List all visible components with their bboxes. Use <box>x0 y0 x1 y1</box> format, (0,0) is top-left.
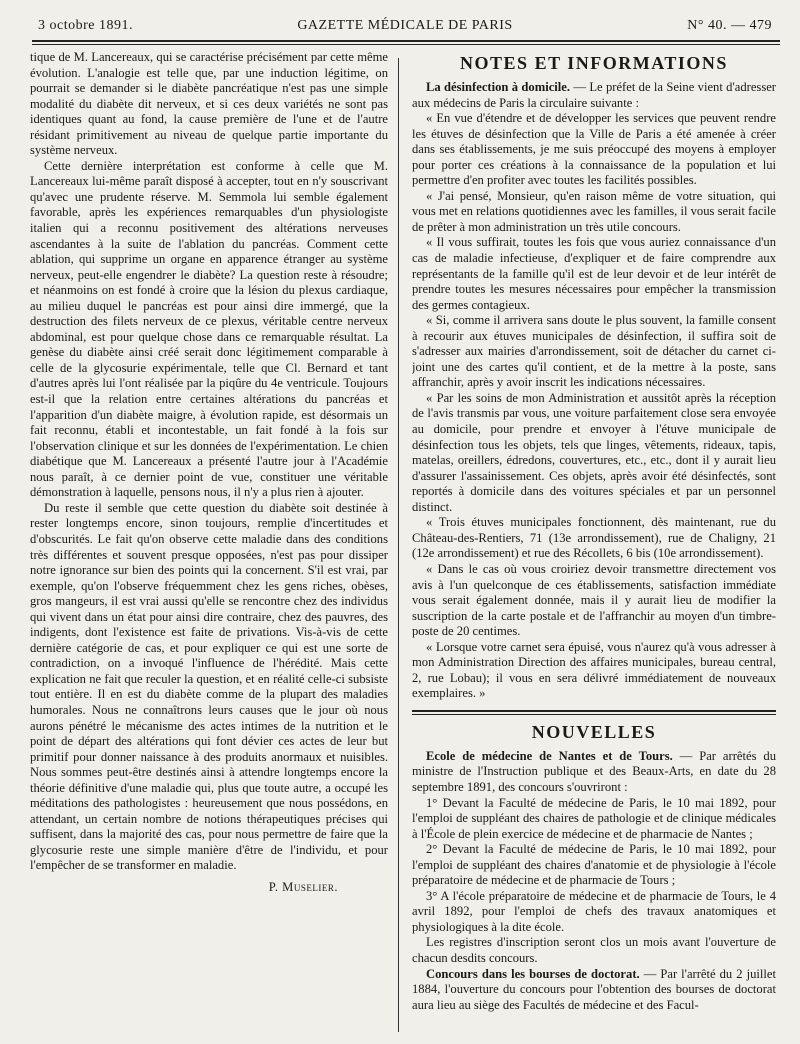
notes-heading: NOTES ET INFORMATIONS <box>460 53 728 73</box>
journal-title: GAZETTE MÉDICALE DE PARIS <box>297 18 513 33</box>
nouvelles-item: Les registres d'inscription seront clos un mois avant l'ouverture de chacun desdits concours. <box>412 935 776 965</box>
nouvelles-item: 2° Devant la Faculté de médecine de Paris, le 10 mai 1892, pour l'emploi de suppléant des chaires d'anatomie et de physiologie à l'école préparatoire de médecine et de pharmacie de Tours ; <box>412 842 776 888</box>
notes-paragraph: « J'ai pensé, Monsieur, qu'en raison même de votre situation, qui vous met en relations quotidiennes avec les familles, il vous serait facile de prêter à mon administration un très utile concours. <box>412 188 776 234</box>
issue-date: 3 octobre 1891. <box>38 18 133 33</box>
left-column <box>30 50 388 1038</box>
nouvelles-lead-2 <box>412 967 776 1014</box>
notes-paragraph: « Si, comme il arrivera sans doute le plus souvent, la famille consent à recourir aux étuves municipales de désinfection, il suffira soit de s'adresser aux mairies d'arrondissement, soit de détacher du carnet ci-joint une des cartes qu'il contient, et de la mettre à la poste, sans affranchir, après y avoir inscrit les indications nécessaires. <box>412 313 776 390</box>
notes-paragraph: « Par les soins de mon Administration et aussitôt après la réception de l'avis transmis par vous, une voiture parfaitement close sera envoyée au domicile, pour prendre et envoyer à l'étuve municipale de désinfection tous les objets, tels que linges, vêtements, rideaux, tapis, matelas, oreillers, édredons, couvertures, etc., etc., dont il y aurait lieu d'assurer l'assainissement. Ces objets, après avoir été désinfectés, sont reportés à domicile dans des voitures spéciales et par un personnel distinct. <box>412 390 776 514</box>
article-paragraph: Du reste il semble que cette question du diabète soit destinée à rester longtemps encore, sinon toujours, remplie d'incertitudes et d'obscurités. Le fait qu'on observe cette maladie dans des conditions très différentes et souvent presque opposées, n'est pas pour dissiper notre ignorance sur bien des points qui la concernent. S'il est vrai, par exemple, qu'on l'observe fréquemment chez les gens riches, obèses, gros mangeurs, il est vrai aussi qu'elle se rencontre chez des individus qui vivent dans un état pour ainsi dire contraire, chez des pauvres, des indigents, dont l'existence est faite de privations. Vis-à-vis de cette dernière catégorie de cas, et pour expliquer ce qui est une sorte de contradiction, on a invoqué l'influence de l'hérédité. Mais cette explication ne fait que reculer la question, et en réalité celle-ci subsiste tout entière. Il en est du diabète comme de la plupart des maladies humorales. Nous ne connaîtrons leurs causes que le jour où nous aurons pénétré le mécanisme des actes intimes de la nutrition et le point de départ des altérations qui font dévier ces actes de leur but primitif pour donner naissance à des produits anormaux et nuisibles. Nous sommes peut-être destinés ainsi à attendre longtemps encore la théorie définitive d'une maladie qui, plus que toute autre, a occupé les méditations des pathologistes : heureusement que nous possédons, en attendant, un certain nombre de notions thérapeutiques précises qui suffisent, dans la majorité des cas, pour nous permettre de faire que la glycosurie reste une simple manière d'être de l'individu, et pour l'empêcher de se transformer en maladie. <box>30 500 388 873</box>
notes-lead <box>412 80 776 111</box>
nouvelles-lead2-label: Concours dans les bourses de doctorat. <box>426 966 640 981</box>
notes-paragraph: « Lorsque votre carnet sera épuisé, vous n'aurez qu'à vous adresser à mon Administration Direction des affaires municipales, bureau central, 2, rue Lobau); il vous en sera délivré immédiatement de nouveaux exemplaires. » <box>412 639 776 701</box>
nouvelles-lead <box>412 749 776 796</box>
article-paragraph: tique de M. Lancereaux, qui se caractérise précisément par cette même évolution. L'analogie est telle que, par une induction légitime, on pourrait se demander si le diabète pancréatique n'est pas une simple modalité du diabète dit nerveux, et si ces deux variétés ne sont pas identiques quant au fond, la cause première de l'une et de l'autre résidant primitivement au niveau de quelque partie importante du système nerveux. <box>30 50 388 158</box>
author-signature: P. Muselier. <box>268 879 338 894</box>
column-divider <box>398 58 399 1032</box>
notes-lead-text: — Le préfet de la Seine vient d'adresser aux médecins de Paris la circulaire suivante : <box>412 80 776 110</box>
nouvelles-item: 3° A l'école préparatoire de médecine et de pharmacie de Tours, le 4 avril 1892, pour l'emploi de chefs des travaux anatomiques et physiologiques à la dite école. <box>412 888 776 934</box>
notes-paragraph: « Trois étuves municipales fonctionnent, dès maintenant, rue du Château-des-Rentiers, 71 (13e arrondissement), rue de Chaligny, 21 (12e arrondissement) et rue des Récollets, 6 bis (10e arrondissement). <box>412 515 776 561</box>
header-rule <box>32 40 780 45</box>
nouvelles-item: 1° Devant la Faculté de médecine de Paris, le 10 mai 1892, pour l'emploi de suppléant des chaires de pathologie et de clinique médicales à l'École de plein exercice de médecine et de pharmacie de Nantes ; <box>412 795 776 841</box>
nouvelles-heading: NOUVELLES <box>531 721 657 742</box>
notes-paragraph: « En vue d'étendre et de développer les services que peuvent rendre les étuves de désinfection que la Ville de Paris a été amenée à créer dans ses établissements, je me suis préoccupé des moyens à employer pour porter ces créations à la connaissance de la population et lui permettre d'en profiter avec toutes les facilités possibles. <box>412 111 776 188</box>
notes-paragraph: « Il vous suffirait, toutes les fois que vous auriez connaissance d'un cas de maladie infectieuse, d'expliquer et de faire comprendre aux représentants de la famille qu'il est de leur devoir et de leur intérêt de prendre toutes les mesures nécessaires pour empêcher la transmission des germes contagieux. <box>412 235 776 312</box>
notes-paragraph: « Dans le cas où vous croiriez devoir transmettre directement vos avis à l'un quelconque de ces établissements, satisfaction immédiate vous serait également donnée, mais il y aurait lieu de modifier la suscription de la carte postale et de l'affranchir au moyen d'un timbre-poste de 20 centimes. <box>412 561 776 639</box>
nouvelles-lead-text: — Par arrêtés du ministre de l'Instruction publique et des Beaux-Arts, en date du 28 septembre 1891, des concours s'ouvriront : <box>412 748 776 794</box>
issue-number: N° 40. — 479 <box>687 18 772 33</box>
nouvelles-lead-label: Ecole de médecine de Nantes et de Tours. <box>426 748 673 763</box>
article-paragraph: Cette dernière interprétation est conforme à celle que M. Lancereaux lui-même paraît disposé à accepter, tout en n'y souscrivant qu'avec une prudente réserve. M. Semmola lui semble également favorable, après les expériences remarquables d'un physiologiste italien qui a reconnu positivement des altérations nerveuses ascendantes à la suite de l'ablation du pancréas. Comment cette ablation, qui supprime un organe en apparence étranger au système nerveux, peut-elle engendrer le diabète? La question reste à résoudre; et néanmoins on est fondé à croire que la lésion du plexus cardiaque, au milieu duquel le pancréas est pour ainsi dire immergé, que la destruction des filets nerveux de ce plexus, véritable centre nerveux abdominal, est pour quelque chose dans ce remarquable résultat. La genèse du diabète ainsi créé serait donc légitimement comparable à celle de la glycosurie expérimentale, telle que Cl. Bernard et tant d'autres après lui l'ont réalisée par la piqûre du 4e ventricule. Toujours est-il que la relation entre certaines altérations du pancréas et l'apparition d'un diabète maigre, à évolution rapide, est désormais un fait reconnu, établi et incontestable, un fait fondé à la fois sur l'observation clinique et sur les données de l'expérimentation. Le chien diabétique que M. Lancereaux a présenté l'autre jour à l'Académie nous paraît, à ce dernier point de vue, constituer une véritable démonstration à laquelle, pensons nous, il n'y a plus rien à ajouter. <box>30 158 388 500</box>
nouvelles-lead2-text: — Par l'arrêté du 2 juillet 1884, l'ouverture du concours pour l'obtention des bourses de doctorat aura lieu au siège des Facultés de médecine et des Facul- <box>412 966 776 1012</box>
notes-lead-label: La désinfection à domicile. <box>426 80 571 94</box>
right-column <box>412 50 776 1038</box>
page-header <box>38 16 772 38</box>
section-rule <box>412 710 776 715</box>
